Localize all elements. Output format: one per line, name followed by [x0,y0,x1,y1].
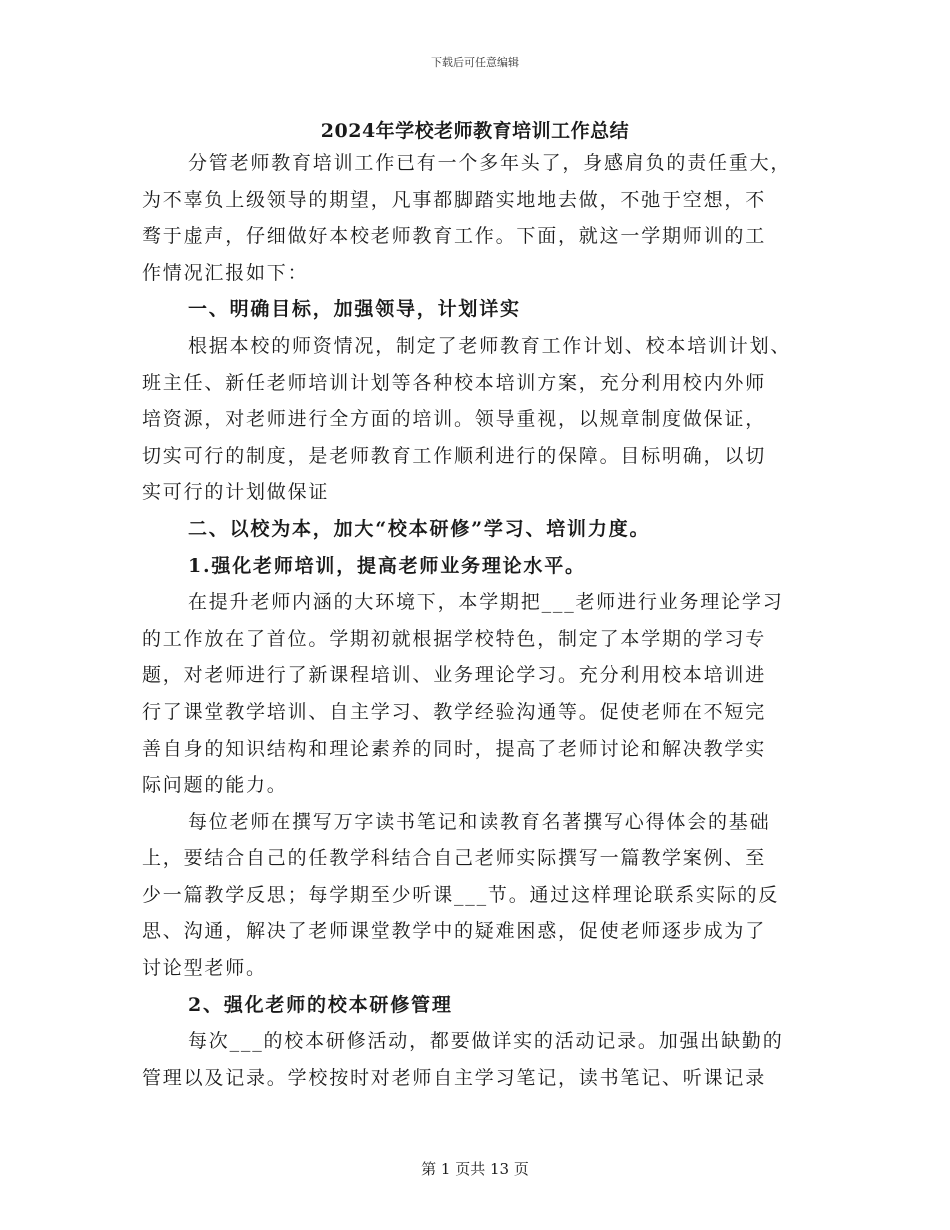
paragraph-line: 实可行的计划做保证 [142,481,330,504]
paragraph-line: 骛于虚声，仔细做好本校老师教育工作。下面，就这一学期师训的工 [142,225,767,248]
section-heading-line: 2、强化老师的校本研修管理 [188,993,453,1016]
header-note: 下载后可任意编辑 [431,56,519,69]
paragraph-line: 少一篇教学反思；每学期至少听课___节。通过这样理论联系实际的反 [142,883,780,906]
paragraph-line: 行了课堂教学培训、自主学习、教学经验沟通等。促使老师在不短完 [142,700,767,723]
paragraph-line: 培资源，对老师进行全方面的培训。领导重视，以规章制度做保证， [142,408,767,431]
paragraph-line: 上，要结合自己的任教学科结合自己老师实际撰写一篇教学案例、至 [142,847,767,870]
paragraph-line: 根据本校的师资情况，制定了老师教育工作计划、校本培训计划、 [188,334,792,357]
paragraph-line: 的工作放在了首位。学期初就根据学校特色，制定了本学期的学习专 [142,627,767,650]
paragraph-line: 讨论型老师。 [142,957,267,980]
section-heading-line: 二、以校为本，加大“校本研修”学习、培训力度。 [188,517,651,540]
paragraph-line: 际问题的能力。 [142,774,288,797]
section-heading-line: 一、明确目标，加强领导，计划详实 [188,298,521,321]
paragraph-line: 切实可行的制度，是老师教育工作顺利进行的保障。目标明确，以切 [142,444,767,467]
document-body [142,150,812,1101]
paragraph-line: 题，对老师进行了新课程培训、业务理论学习。充分利用校本培训进 [142,664,767,687]
paragraph-line: 管理以及记录。学校按时对老师自主学习笔记，读书笔记、听课记录 [142,1066,767,1089]
paragraph-line: 每位老师在撰写万字读书笔记和读教育名著撰写心得体会的基础 [188,810,771,833]
paragraph-line: 思、沟通，解决了老师课堂教学中的疑难困惑，促使老师逐步成为了 [142,920,767,943]
paragraph-line: 分管老师教育培训工作已有一个多年头了，身感肩负的责任重大， [188,152,792,174]
paragraph-line: 善自身的知识结构和理论素养的同时，提高了老师讨论和解决教学实 [142,737,767,760]
paragraph-line: 班主任、新任老师培训计划等各种校本培训方案，充分利用校内外师 [142,371,767,394]
paragraph-line: 每次___的校本研修活动，都要做详实的活动记录。加强出缺勤的 [188,1030,784,1053]
page-footer: 第 1 页共 13 页 [421,1160,529,1178]
document-title: 2024年学校老师教育培训工作总结 [320,120,630,142]
paragraph-line: 作情况汇报如下： [142,261,309,284]
paragraph-line: 为不辜负上级领导的期望，凡事都脚踏实地地去做，不弛于空想，不 [142,188,767,211]
paragraph-line: 在提升老师内涵的大环境下，本学期把___老师进行业务理论学习 [188,591,784,614]
section-heading-line: 1.强化老师培训，提高老师业务理论水平。 [188,554,586,577]
